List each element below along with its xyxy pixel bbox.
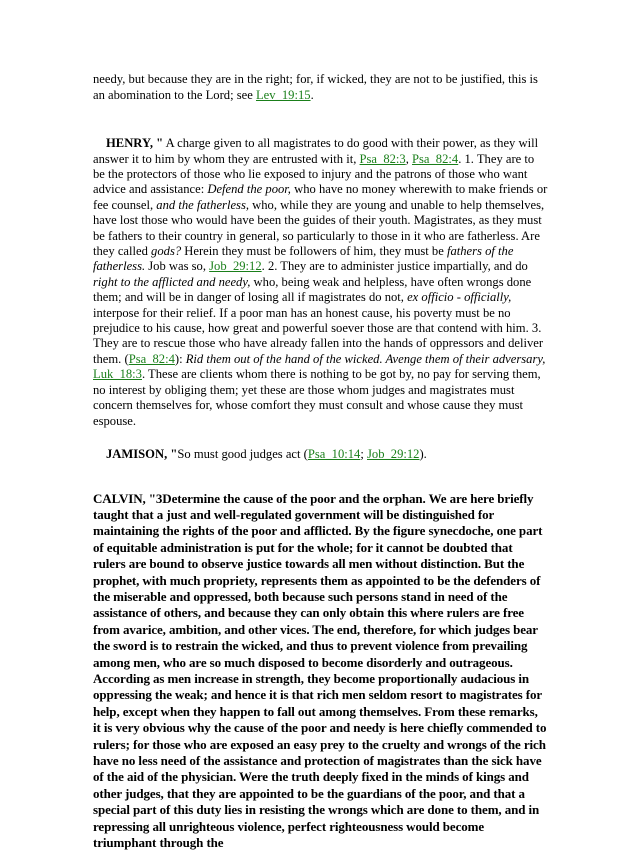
henry-heading: HENRY, ": [106, 136, 163, 150]
text-run: interpose for their relief. If a poor man has an honest cause, his poverty must be no prejudice to his cause, how great and powerful soever those are that contend with him. 3. They are to rescue those who have already fallen into the hands of oppressors and deliver them. (: [93, 306, 543, 366]
italic-run: Rid them out of the hand of the wicked. Avenge them of their adversary,: [186, 352, 546, 366]
italic-run: Defend the poor,: [207, 182, 291, 196]
ref-link-psa-82-4-second[interactable]: Psa_82:4: [129, 352, 175, 366]
text-run: . 1. They are to be the protectors of those who lie exposed to injury and the patrons of those who want advice and assistance:: [93, 152, 534, 197]
calvin-commentary: CALVIN, "3Determine the cause of the poor and the orphan. We are here briefly taught that a just and well-regulated government will be distinguished for maintaining the rights of the poor and afflicted. By the figure synecdoche, one part of equitable administration is put for the whole; for it cannot be doubted that rulers are bound to observe justice towards all men without distinction. But the prophet, with much propriety, represents them as appointed to be the defenders of the miserable and oppressed, both because such persons stand in need of the assistance of others, and because they can only obtain this where rulers are free from avarice, ambition, and other vices. The end, therefore, for which judges bear the sword is to restrain the wicked, and thus to prevent violence from prevailing among men, who are so much disposed to become disorderly and outrageous. According as men increase in strength, they become proportionally audacious in oppressing the weak; and hence it is that rich men seldom resort to magistrates for help, except when they happen to fall out among themselves. From these remarks, it is very obvious why the cause of the poor and needy is here chiefly commended to rulers; for those who are exposed an easy prey to the cruelty and wrongs of the rich have no less need of the assistance and protection of magistrates than the sick have of the aid of the physician. Were the truth deeply fixed in the minds of kings and other judges, that they are appointed to be the guardians of the poor, and that a special part of this duty lies in resisting the wrongs which are done to them, and in repressing all unrighteous violence, perfect righteousness would become triumphant through the: [93, 491, 548, 851]
text-run: ):: [175, 352, 186, 366]
text-run: Herein they must be followers of him, they must be: [181, 244, 447, 258]
text-run: who have no money wherewith to make friends or fee counsel,: [93, 182, 547, 211]
italic-run: and the fatherless,: [156, 198, 249, 212]
text-run: Job was so,: [145, 259, 209, 273]
ref-link-psa-82-3[interactable]: Psa_82:3: [360, 152, 406, 166]
ref-link-lev-19-15[interactable]: Lev_19:15: [256, 88, 311, 102]
text-run: ;: [360, 447, 367, 461]
text-run: needy, but because they are in the right; for, if wicked, they are not to be justified, this is an abomination to the Lord; see: [93, 72, 538, 102]
italic-run: ex officio - officially,: [407, 290, 511, 304]
text-run: . 2. They are to administer justice impartially, and do: [262, 259, 528, 273]
ref-link-psa-10-14[interactable]: Psa_10:14: [308, 447, 360, 461]
ref-link-luk-18-3[interactable]: Luk_18:3: [93, 367, 142, 381]
text-run: who, while they are young and unable to help themselves, have lost those who would have been the guides of their youth. Magistrates, as they must be fathers to their country in general, so particularly to those in it who are fatherless. Are they called: [93, 198, 544, 258]
italic-run: fathers of the fatherless.: [93, 244, 513, 273]
document-page: [93, 72, 548, 851]
henry-commentary: [93, 136, 548, 429]
italic-run: right to the afflicted and needy,: [93, 275, 250, 289]
text-run: who, being weak and helpless, have often wrongs done them; and will be in danger of losing all if magistrates do not,: [93, 275, 531, 304]
ref-link-job-29-12[interactable]: Job_29:12: [209, 259, 261, 273]
paragraph-continuation: [93, 72, 548, 103]
jamison-heading: JAMISON, ": [106, 447, 177, 461]
text-run: . These are clients whom there is nothing to be got by, no pay for serving them, no interest by obliging them; yet these are those whom judges and magistrates must concern themselves for, whose comfort they must consult and whose cause they must espouse.: [93, 367, 541, 427]
text-run: .: [311, 88, 314, 102]
text-run: So must good judges act (: [177, 447, 307, 461]
text-run: ,: [406, 152, 412, 166]
jamison-commentary: [93, 447, 548, 463]
text-run: A charge given to all magistrates to do good with their power, as they will answer it to him by whom they are entrusted with it,: [93, 136, 538, 165]
ref-link-job-29-12-jamison[interactable]: Job_29:12: [367, 447, 419, 461]
text-run: ).: [419, 447, 426, 461]
ref-link-psa-82-4[interactable]: Psa_82:4: [412, 152, 458, 166]
italic-run: gods?: [151, 244, 181, 258]
